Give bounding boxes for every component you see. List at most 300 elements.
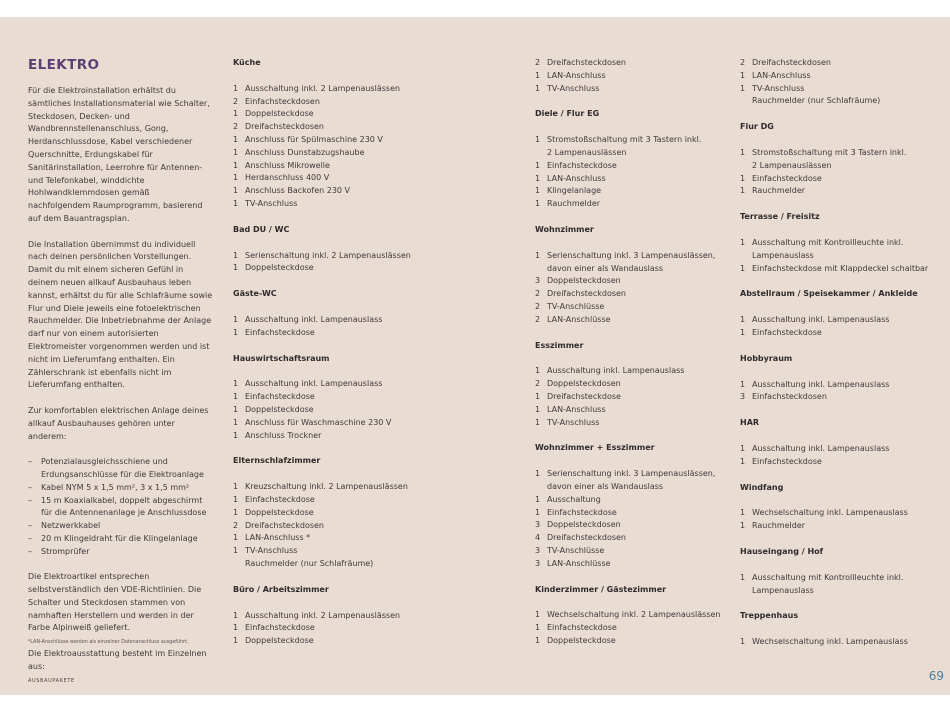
item-quantity: 2 xyxy=(233,96,239,106)
item-description: TV-Anschluss xyxy=(752,83,805,93)
item-description: Stromstoßschaltung mit 3 Tastern inkl. xyxy=(752,147,907,157)
room-heading: Büro / Arbeitszimmer xyxy=(233,584,329,594)
equipment-row xyxy=(535,404,725,417)
item-description: Ausschaltung inkl. Lampenauslass xyxy=(245,314,383,324)
equipment-row xyxy=(233,481,428,494)
equipment-row xyxy=(740,327,936,340)
feature-list-item: – Kabel NYM 5 x 1,5 mm², 3 x 1,5 mm² xyxy=(28,482,190,492)
item-description: Dreifachsteckdose xyxy=(547,391,621,401)
item-description: Wechselschaltung inkl. 2 Lampenauslässen xyxy=(547,610,721,620)
item-quantity: 1 xyxy=(233,147,239,157)
equipment-row xyxy=(233,83,428,96)
item-description: TV-Anschluss xyxy=(547,417,600,427)
equipment-row xyxy=(233,610,428,623)
equipment-row xyxy=(535,391,725,404)
item-quantity: 1 xyxy=(740,147,746,157)
equipment-row xyxy=(740,147,936,160)
item-quantity: 1 xyxy=(740,443,746,453)
equipment-row xyxy=(535,173,725,186)
room-heading: Elternschlafzimmer xyxy=(233,456,321,466)
item-description: Doppelsteckdose xyxy=(245,109,314,119)
item-description: 2 Lampenauslässen xyxy=(547,147,627,157)
equipment-row xyxy=(535,134,725,147)
feature-list xyxy=(28,456,214,558)
feature-list-item: – Potenzialausgleichsschiene und Erdungsanschlüsse für die Elektroanlage xyxy=(28,457,204,479)
item-description: Rauchmelder (nur Schlafräume) xyxy=(245,558,374,568)
item-description: Dreifachsteckdosen xyxy=(547,533,626,543)
equipment-row xyxy=(740,507,936,520)
item-quantity: 1 xyxy=(233,507,239,517)
item-description: davon einer als Wandauslass xyxy=(547,263,664,273)
item-quantity: 1 xyxy=(233,610,239,620)
item-quantity xyxy=(740,250,752,263)
equipment-row xyxy=(740,95,936,108)
item-quantity: 4 xyxy=(535,533,541,543)
item-description: Herdanschluss 400 V xyxy=(245,173,330,183)
room-section xyxy=(740,211,936,275)
equipment-row xyxy=(233,404,428,417)
room-section xyxy=(233,57,428,211)
equipment-row xyxy=(740,520,936,533)
item-description: TV-Anschluss xyxy=(245,546,298,556)
equipment-row xyxy=(535,622,725,635)
item-description: Dreifachsteckdosen xyxy=(547,58,626,67)
item-description: Anschluss Backofen 230 V xyxy=(245,186,351,196)
room-heading: Hauswirtschaftsraum xyxy=(233,353,330,363)
equipment-row xyxy=(535,185,725,198)
item-description: Doppelsteckdosen xyxy=(547,379,621,389)
room-heading: Kinderzimmer / Gästezimmer xyxy=(535,584,667,594)
room-section xyxy=(740,610,936,649)
item-description: davon einer als Wandauslass xyxy=(547,481,664,491)
equipment-row xyxy=(535,481,725,494)
room-section xyxy=(740,417,936,468)
room-heading: Flur DG xyxy=(740,122,774,132)
item-quantity: 1 xyxy=(535,417,541,427)
feature-list-item: – Stromprüfer xyxy=(28,546,90,556)
equipment-row xyxy=(233,494,428,507)
room-section xyxy=(535,57,725,95)
item-description: Ausschaltung inkl. Lampenauslass xyxy=(752,315,890,325)
room-section xyxy=(740,482,936,533)
item-quantity: 1 xyxy=(535,610,541,620)
item-quantity: 1 xyxy=(740,572,746,582)
item-quantity xyxy=(535,147,547,160)
room-heading: Windfang xyxy=(740,482,784,492)
item-description: Einfachsteckdose mit Klappdeckel schaltbar xyxy=(752,263,929,273)
item-description: Serienschaltung inkl. 3 Lampenauslässen, xyxy=(547,250,716,260)
item-quantity: 1 xyxy=(740,173,746,183)
item-quantity: 1 xyxy=(233,83,239,93)
page-number: 69 xyxy=(928,669,944,683)
equipment-row xyxy=(535,263,725,276)
equipment-row xyxy=(740,314,936,327)
room-heading: Treppenhaus xyxy=(740,611,799,621)
item-description: Doppelsteckdose xyxy=(245,507,314,517)
feature-list-item: – 20 m Klingeldraht für die Klingelanlage xyxy=(28,533,198,543)
item-quantity: 1 xyxy=(535,469,541,479)
equipment-row xyxy=(233,250,428,263)
equipment-row xyxy=(740,443,936,456)
item-description: Ausschaltung inkl. 2 Lampenauslässen xyxy=(245,610,401,620)
item-description: Einfachsteckdose xyxy=(547,623,617,633)
room-heading: Bad DU / WC xyxy=(233,224,290,234)
item-description: Ausschaltung xyxy=(547,494,601,504)
document-page xyxy=(0,17,950,695)
equipment-row xyxy=(535,314,725,327)
item-quantity: 1 xyxy=(535,199,541,209)
equipment-row xyxy=(535,519,725,532)
item-quantity: 1 xyxy=(535,623,541,633)
room-heading: Esszimmer xyxy=(535,340,584,350)
item-quantity: 1 xyxy=(233,623,239,633)
item-description: Einfachsteckdose xyxy=(245,494,315,504)
page-title: ELEKTRO xyxy=(28,57,100,73)
equipment-row xyxy=(740,237,936,250)
item-quantity: 1 xyxy=(233,430,239,440)
item-quantity: 1 xyxy=(535,366,541,376)
equipment-row xyxy=(535,288,725,301)
item-description: Doppelsteckdose xyxy=(245,636,314,646)
item-description: Einfachsteckdose xyxy=(245,392,315,402)
item-description: Doppelsteckdose xyxy=(245,263,314,273)
item-description: Doppelsteckdosen xyxy=(547,520,621,530)
item-quantity: 1 xyxy=(233,134,239,144)
equipment-row xyxy=(535,198,725,211)
equipment-row xyxy=(233,262,428,275)
item-description: LAN-Anschlüsse xyxy=(547,558,611,568)
item-quantity: 1 xyxy=(535,83,541,93)
equipment-row xyxy=(233,327,428,340)
item-quantity: 3 xyxy=(535,545,541,555)
footer-label: AUSBAUPAKETE xyxy=(28,678,75,684)
item-description: Wechselschaltung inkl. Lampenauslass xyxy=(752,508,908,518)
equipment-row xyxy=(233,314,428,327)
item-quantity: 3 xyxy=(535,276,541,286)
equipment-row xyxy=(233,545,428,558)
item-quantity: 1 xyxy=(740,186,746,196)
item-description: Ausschaltung inkl. Lampenauslass xyxy=(752,379,890,389)
room-heading: Küche xyxy=(233,58,261,67)
item-quantity xyxy=(535,263,547,276)
equipment-row xyxy=(535,494,725,507)
equipment-row xyxy=(740,585,936,598)
equipment-row xyxy=(535,160,725,173)
footnote: *LAN-Anschlüsse werden als einzelner Datenanschluss ausgeführt. xyxy=(28,640,189,645)
item-quantity: 1 xyxy=(535,70,541,80)
item-description: Einfachsteckdose xyxy=(752,456,822,466)
item-description: Anschluss Mikrowelle xyxy=(245,160,330,170)
equipment-row xyxy=(535,365,725,378)
room-section xyxy=(740,121,936,198)
equipment-row xyxy=(233,172,428,185)
item-description: LAN-Anschluss xyxy=(547,404,606,414)
intro-column xyxy=(28,57,214,686)
item-quantity: 1 xyxy=(233,314,239,324)
room-heading: Wohnzimmer + Esszimmer xyxy=(535,443,655,453)
feature-list-item: – Netzwerkkabel xyxy=(28,521,101,531)
item-description: Einfachsteckdosen xyxy=(245,96,320,106)
item-quantity: 1 xyxy=(233,327,239,337)
item-quantity: 2 xyxy=(535,301,541,311)
item-description: Ausschaltung inkl. Lampenauslass xyxy=(245,379,383,389)
item-quantity: 1 xyxy=(233,250,239,260)
equipment-row xyxy=(233,160,428,173)
equipment-row xyxy=(535,147,725,160)
equipment-row xyxy=(233,378,428,391)
item-quantity: 1 xyxy=(535,635,541,645)
item-description: LAN-Anschluss xyxy=(752,70,811,80)
room-section xyxy=(535,442,725,570)
item-description: Doppelsteckdosen xyxy=(547,276,621,286)
item-quantity: 1 xyxy=(740,521,746,531)
room-heading: HAR xyxy=(740,418,760,428)
equipment-row xyxy=(233,635,428,648)
room-section xyxy=(535,224,725,327)
item-description: Doppelsteckdose xyxy=(547,635,616,645)
equipment-row xyxy=(535,417,725,430)
equipment-row xyxy=(233,185,428,198)
item-description: TV-Anschluss xyxy=(245,198,298,208)
item-description: Einfachsteckdose xyxy=(547,507,617,517)
item-description: Anschluss Dunstabzugshaube xyxy=(245,147,365,157)
equipment-row xyxy=(740,185,936,198)
item-description: Ausschaltung inkl. 2 Lampenauslässen xyxy=(245,83,401,93)
item-description: Kreuzschaltung inkl. 2 Lampenauslässen xyxy=(245,482,408,492)
item-description: Dreifachsteckdosen xyxy=(547,289,626,299)
item-description: Serienschaltung inkl. 3 Lampenauslässen, xyxy=(547,469,716,479)
equipment-row xyxy=(535,558,725,571)
item-description: 2 Lampenauslässen xyxy=(752,160,832,170)
room-section xyxy=(740,546,936,597)
equipment-row xyxy=(535,250,725,263)
item-description: Ausschaltung mit Kontrollleuchte inkl. xyxy=(752,572,904,582)
equipment-row xyxy=(740,572,936,585)
item-quantity: 1 xyxy=(740,327,746,337)
item-quantity: 2 xyxy=(535,314,541,324)
item-description: Anschluss für Spülmaschine 230 V xyxy=(245,134,383,144)
item-description: Einfachsteckdose xyxy=(547,160,617,170)
item-quantity xyxy=(233,558,245,571)
item-description: Anschluss Trockner xyxy=(245,430,322,440)
item-description: Lampenauslass xyxy=(752,250,814,260)
item-quantity: 1 xyxy=(233,482,239,492)
outro-paragraph: Die Elektroartikel entsprechen selbstverständlich den VDE-Richtlinien. Die Schalter und Steckdosen stammen von namhaften Herstellern und werden in der Farbe Alpinweiß geliefert. xyxy=(28,572,202,633)
item-description: Rauchmelder xyxy=(547,199,601,209)
equipment-row xyxy=(233,507,428,520)
item-description: Rauchmelder xyxy=(752,186,806,196)
equipment-row xyxy=(233,391,428,404)
equipment-row xyxy=(535,57,725,70)
equipment-row xyxy=(535,545,725,558)
equipment-row xyxy=(740,173,936,186)
item-quantity: 1 xyxy=(740,379,746,389)
room-section xyxy=(535,584,725,648)
item-description: Einfachsteckdose xyxy=(752,327,822,337)
equipment-row xyxy=(233,198,428,211)
item-description: Einfachsteckdose xyxy=(245,623,315,633)
equipment-row xyxy=(535,532,725,545)
equipment-row xyxy=(535,301,725,314)
equipment-row xyxy=(233,134,428,147)
equipment-row xyxy=(233,622,428,635)
equipment-row xyxy=(535,70,725,83)
equipment-row xyxy=(740,250,936,263)
item-description: TV-Anschlüsse xyxy=(547,301,605,311)
room-section xyxy=(233,353,428,443)
item-description: Einfachsteckdose xyxy=(245,327,315,337)
item-quantity: 2 xyxy=(535,289,541,299)
item-description: Anschluss für Waschmaschine 230 V xyxy=(245,417,392,427)
intro-paragraph: Für die Elektroinstallation erhältst du sämtliches Installationsmaterial wie Schalter, Steckdosen, Decken- und Wandbrennstellenanschluss, Gong, Herdanschlussdose, Kabel verschiedener Querschnitte, Erdungskabel für Sanitärinstallation, Leerrohre für Antennen- und Telefonkabel, winddichte Hohlwandklemmdosen gemäß nachfolgendem Raumprogramm, basierend auf dem Bauantragsplan. xyxy=(28,86,210,223)
equipment-row xyxy=(233,108,428,121)
item-quantity: 2 xyxy=(233,122,239,132)
equipment-row xyxy=(740,160,936,173)
item-description: LAN-Anschluss xyxy=(547,70,606,80)
outro-paragraph: Die Elektroausstattung besteht im Einzelnen aus: xyxy=(28,649,207,671)
room-section xyxy=(535,340,725,430)
item-quantity: 1 xyxy=(233,186,239,196)
item-description: Serienschaltung inkl. 2 Lampenauslässen xyxy=(245,250,411,260)
item-quantity: 1 xyxy=(535,135,541,145)
item-quantity: 1 xyxy=(233,494,239,504)
equipment-row xyxy=(535,507,725,520)
item-quantity: 1 xyxy=(535,160,541,170)
item-quantity: 1 xyxy=(740,637,746,647)
item-description: Einfachsteckdose xyxy=(752,173,822,183)
feature-list-item: – 15 m Koaxialkabel, doppelt abgeschirmt für die Antennenanlage je Anschlussdose xyxy=(28,495,207,518)
equipment-row xyxy=(535,468,725,481)
item-quantity xyxy=(740,160,752,173)
item-description: LAN-Anschluss * xyxy=(245,533,311,543)
equipment-row xyxy=(233,430,428,443)
item-quantity: 1 xyxy=(535,507,541,517)
item-description: Wechselschaltung inkl. Lampenauslass xyxy=(752,637,908,647)
item-quantity: 2 xyxy=(740,58,746,67)
equipment-row xyxy=(233,520,428,533)
equipment-row xyxy=(233,532,428,545)
item-quantity: 1 xyxy=(740,263,746,273)
intro-paragraph: Die Installation übernimmst du individuell nach deinen persönlichen Vorstellungen. Damit du mit einem sicheren Gefühl in deinem neuen allkauf Ausbauhaus leben kannst, erhältst du für alle Schlafräume sowie Flur und Diele jeweils eine fotoelektrischen Rauchmelder. Die Inbetriebnahme der Anlage darf nur von einem autorisierten Elektromeister vorgenommen werden und ist nicht im Lieferumfang enthalten. Ein Zählerschrank ist ebenfalls nicht im Lieferumfang enthalten. xyxy=(28,239,213,390)
item-quantity: 1 xyxy=(233,392,239,402)
room-section xyxy=(233,455,428,570)
room-heading: Abstellraum / Speisekammer / Ankleide xyxy=(740,289,918,299)
item-quantity: 1 xyxy=(233,417,239,427)
item-description: Stromstoßschaltung mit 3 Tastern inkl. xyxy=(547,135,702,145)
equipment-row xyxy=(535,275,725,288)
item-quantity: 1 xyxy=(740,508,746,518)
item-description: Ausschaltung inkl. Lampenauslass xyxy=(547,366,685,376)
item-description: LAN-Anschluss xyxy=(547,173,606,183)
item-quantity: 1 xyxy=(535,404,541,414)
item-description: Dreifachsteckdosen xyxy=(245,520,324,530)
item-description: TV-Anschlüsse xyxy=(547,545,605,555)
item-description: Doppelsteckdose xyxy=(245,404,314,414)
item-quantity: 3 xyxy=(535,520,541,530)
item-description: Klingelanlage xyxy=(547,186,602,196)
item-description: Lampenauslass xyxy=(752,585,814,595)
item-quantity xyxy=(740,95,752,108)
item-quantity: 1 xyxy=(233,173,239,183)
room-heading: Hobbyraum xyxy=(740,353,793,363)
item-quantity: 1 xyxy=(233,533,239,543)
item-quantity: 1 xyxy=(233,160,239,170)
equipment-row xyxy=(233,121,428,134)
equipment-row xyxy=(740,636,936,649)
item-quantity: 2 xyxy=(535,379,541,389)
equipment-row xyxy=(233,96,428,109)
item-quantity: 1 xyxy=(535,391,541,401)
room-heading: Diele / Flur EG xyxy=(535,109,600,119)
item-quantity: 1 xyxy=(233,109,239,119)
equipment-row xyxy=(535,609,725,622)
item-description: Einfachsteckdosen xyxy=(752,392,827,402)
item-description: LAN-Anschlüsse xyxy=(547,314,611,324)
item-quantity: 1 xyxy=(233,263,239,273)
equipment-row xyxy=(535,635,725,648)
item-description: Dreifachsteckdosen xyxy=(752,58,831,67)
equipment-row xyxy=(740,391,936,404)
item-quantity: 1 xyxy=(535,173,541,183)
item-quantity xyxy=(535,481,547,494)
room-heading: Gäste-WC xyxy=(233,289,277,299)
item-quantity xyxy=(740,585,752,598)
room-column-3 xyxy=(740,57,936,662)
room-section xyxy=(535,108,725,211)
equipment-row xyxy=(740,70,936,83)
intro-paragraph: Zur komfortablen elektrischen Anlage deines allkauf Ausbauhauses gehören unter anderem: xyxy=(28,405,209,441)
room-section xyxy=(233,224,428,275)
equipment-row xyxy=(740,379,936,392)
equipment-row xyxy=(233,147,428,160)
item-description: TV-Anschluss xyxy=(547,83,600,93)
equipment-row xyxy=(740,57,936,70)
item-quantity: 1 xyxy=(233,546,239,556)
item-quantity: 1 xyxy=(535,494,541,504)
equipment-row xyxy=(233,558,428,571)
item-quantity: 3 xyxy=(740,392,746,402)
equipment-row xyxy=(535,83,725,96)
item-quantity: 1 xyxy=(740,315,746,325)
room-column-2 xyxy=(535,57,725,661)
item-description: Ausschaltung inkl. Lampenauslass xyxy=(752,443,890,453)
item-quantity: 1 xyxy=(233,404,239,414)
equipment-row xyxy=(740,456,936,469)
item-description: Ausschaltung mit Kontrollleuchte inkl. xyxy=(752,237,904,247)
equipment-row xyxy=(233,417,428,430)
item-quantity: 1 xyxy=(233,636,239,646)
item-description: Rauchmelder xyxy=(752,521,806,531)
item-quantity: 2 xyxy=(535,58,541,67)
room-heading: Terrasse / Freisitz xyxy=(740,212,820,222)
item-description: Dreifachsteckdosen xyxy=(245,122,324,132)
item-description: Rauchmelder (nur Schlafräume) xyxy=(752,96,881,106)
room-section xyxy=(740,288,936,339)
item-quantity: 1 xyxy=(740,83,746,93)
item-quantity: 1 xyxy=(535,186,541,196)
item-quantity: 2 xyxy=(233,520,239,530)
item-quantity: 1 xyxy=(740,237,746,247)
item-quantity: 3 xyxy=(535,558,541,568)
item-quantity: 1 xyxy=(233,198,239,208)
equipment-row xyxy=(740,263,936,276)
room-heading: Wohnzimmer xyxy=(535,224,594,234)
item-quantity: 1 xyxy=(233,379,239,389)
room-section xyxy=(740,57,936,108)
equipment-row xyxy=(535,378,725,391)
room-section xyxy=(233,584,428,648)
room-column-1 xyxy=(233,57,428,661)
